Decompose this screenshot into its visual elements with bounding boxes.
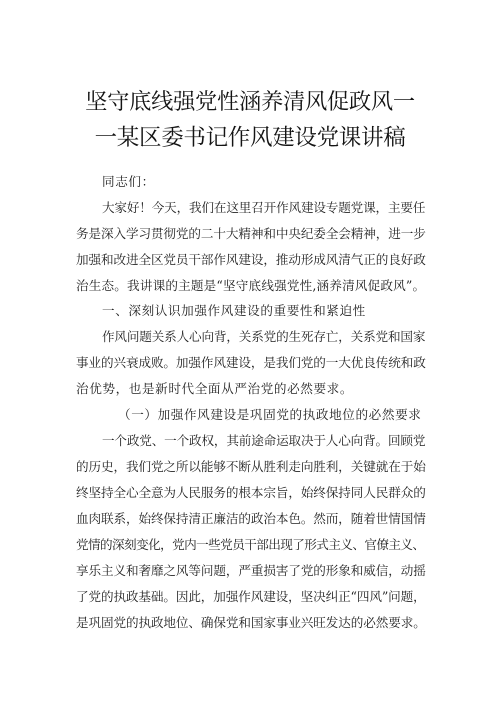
document-title-line-2: 一某区委书记作风建设党课讲稿: [94, 125, 406, 151]
paragraph-line: 了党的执政基础。因此，加强作风建设，坚决纠正“四风”问题，: [76, 589, 426, 604]
paragraph-line: 加强和改进全区党员干部作风建设，推动形成风清气正的良好政: [76, 252, 426, 267]
subsection-heading: （一）加强作风建设是巩固党的执政地位的必然要求: [118, 407, 422, 422]
paragraph-line: 终坚持全心全意为人民服务的根本宗旨，始终保持同人民群众的: [76, 485, 426, 500]
paragraph-line: 务是深入学习贯彻党的二十大精神和中央纪委全会精神，进一步: [76, 226, 426, 241]
paragraph-line: 作风问题关系人心向背，关系党的生死存亡，关系党和国家: [102, 329, 426, 344]
paragraph-line: 党情的深刻变化，党内一些党员干部出现了形式主义、官僚主义、: [76, 537, 425, 552]
paragraph-line: 享乐主义和奢靡之风等问题，严重损害了党的形象和威信，动摇: [76, 563, 426, 578]
paragraph-line: 大家好！今天，我们在这里召开作风建设专题党课，主要任: [102, 200, 426, 215]
paragraph-line: 治优势，也是新时代全面从严治党的必然要求。: [76, 381, 354, 396]
paragraph-line: 一个政党、一个政权，其前途命运取决于人心向背。回顾党: [102, 433, 426, 448]
section-heading: 一、深刻认识加强作风建设的重要性和紧迫性: [102, 303, 366, 318]
paragraph-line: 血肉联系，始终保持清正廉洁的政治本色。然而，随着世情国情: [76, 511, 426, 526]
document-title-line-1: 坚守底线强党性涵养清风促政风一: [85, 89, 415, 115]
paragraph-line: 事业的兴衰成败。加强作风建设，是我们党的一大优良传统和政: [76, 355, 426, 370]
salutation: 同志们：: [102, 174, 155, 189]
paragraph-line: 是巩固党的执政地位、确保党和国家事业兴旺发达的必然要求。: [76, 615, 426, 630]
paragraph-line: 的历史，我们党之所以能够不断从胜利走向胜利，关键就在于始: [76, 459, 426, 474]
paragraph-line: 治生态。我讲课的主题是“坚守底线强党性,涵养清风促政风”。: [76, 278, 426, 293]
